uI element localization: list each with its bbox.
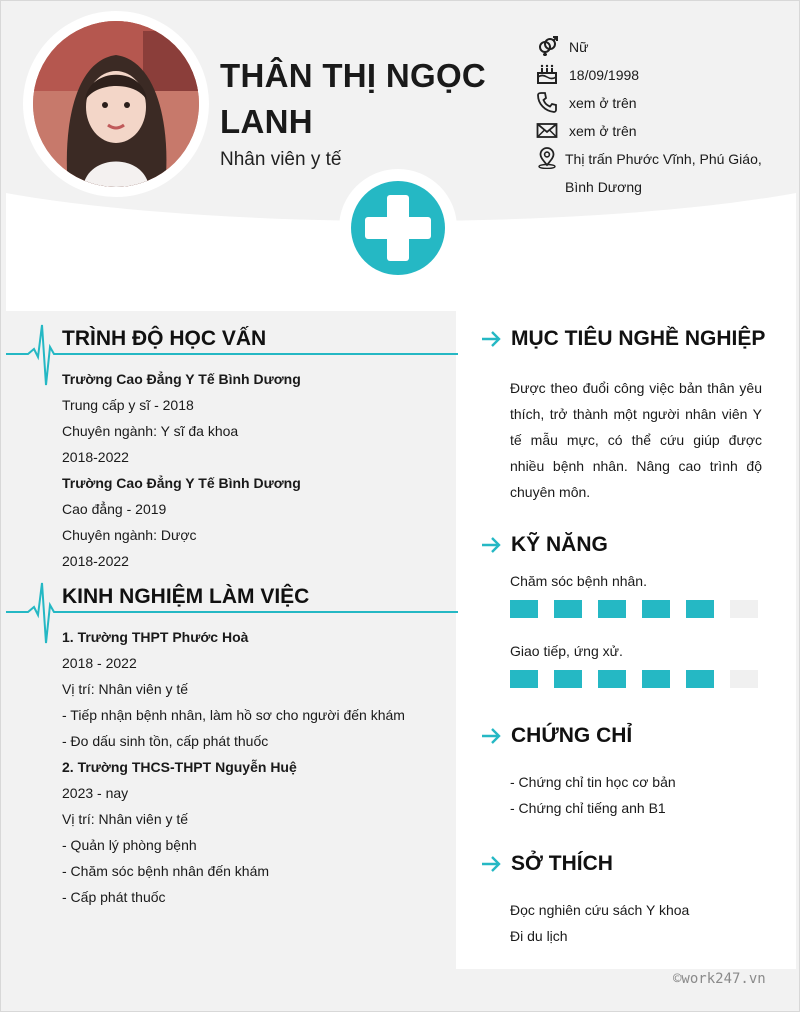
experience-line: - Tiếp nhận bệnh nhân, làm hồ sơ cho người đến khám: [62, 707, 405, 723]
candidate-name: THÂN THỊ NGỌC LANH: [220, 57, 487, 140]
experience-line: 2. Trường THCS-THPT Nguyễn Huệ: [62, 759, 297, 775]
arrow-right-icon: [481, 330, 503, 348]
birthday-text: 18/09/1998: [569, 67, 640, 83]
certificate-line: - Chứng chỉ tiếng anh B1: [510, 800, 666, 816]
experience-line: - Chăm sóc bệnh nhân đến khám: [62, 863, 270, 879]
education-line: Cao đẳng - 2019: [62, 501, 167, 517]
avatar: [33, 21, 199, 187]
objective-text: Được theo đuổi công việc bản thân yêu thích, trở thành một người nhân viên Y tế mẫu mực, có thể cứu giúp được nhiều bệnh nhân. Nâng cao trình độ chuyên môn.: [510, 380, 762, 500]
skill-bar-filled: [642, 600, 670, 618]
skill-bar-filled: [554, 670, 582, 688]
arrow-right-icon: [481, 855, 503, 873]
gender-icon: [536, 35, 558, 57]
medical-cross-icon: [351, 181, 445, 275]
skill-bar-empty: [730, 670, 758, 688]
experience-line: - Cấp phát thuốc: [62, 889, 166, 905]
location-pin-icon: [536, 147, 558, 169]
address-text: Thị trấn Phước Vĩnh, Phú Giáo, Bình Dương: [565, 151, 762, 195]
skills-title: KỸ NĂNG: [511, 533, 608, 556]
skill-bar-filled: [686, 600, 714, 618]
hobby-line: Đi du lịch: [510, 928, 568, 944]
certificates-title: CHỨNG CHỈ: [511, 724, 633, 747]
skill-name: Giao tiếp, ứng xử.: [510, 643, 623, 659]
experience-line: 2023 - nay: [62, 785, 129, 801]
education-line: Trung cấp y sĩ - 2018: [62, 397, 194, 413]
job-title: Nhân viên y tế: [220, 149, 342, 170]
education-line: Chuyên ngành: Y sĩ đa khoa: [62, 423, 239, 439]
education-line: 2018-2022: [62, 553, 129, 569]
experience-line: 1. Trường THPT Phước Hoà: [62, 629, 249, 645]
education-line: Trường Cao Đẳng Y Tế Bình Dương: [62, 371, 301, 387]
education-line: Trường Cao Đẳng Y Tế Bình Dương: [62, 475, 301, 491]
experience-title: KINH NGHIỆM LÀM VIỆC: [62, 585, 310, 608]
education-line: 2018-2022: [62, 449, 129, 465]
skill-name: Chăm sóc bệnh nhân.: [510, 573, 647, 589]
arrow-right-icon: [481, 727, 503, 745]
gender-text: Nữ: [569, 39, 589, 55]
education-line: Chuyên ngành: Dược: [62, 527, 197, 543]
phone-icon: [536, 91, 558, 113]
objective-title: MỤC TIÊU NGHỀ NGHIỆP: [511, 327, 766, 350]
skill-bar-filled: [554, 600, 582, 618]
education-title: TRÌNH ĐỘ HỌC VẤN: [62, 327, 267, 350]
skill-rating: [510, 600, 760, 618]
experience-line: 2018 - 2022: [62, 655, 137, 671]
skill-bar-filled: [510, 670, 538, 688]
birthday-cake-icon: [536, 63, 558, 85]
skill-rating: [510, 670, 760, 688]
watermark: ©work247.vn: [673, 971, 766, 987]
hobbies-title: SỞ THÍCH: [511, 852, 613, 875]
skill-bar-filled: [686, 670, 714, 688]
envelope-icon: [536, 119, 558, 141]
skill-bar-filled: [510, 600, 538, 618]
skill-bar-filled: [598, 600, 626, 618]
skill-bar-empty: [730, 600, 758, 618]
experience-line: - Đo dấu sinh tồn, cấp phát thuốc: [62, 733, 269, 749]
phone-text: xem ở trên: [569, 95, 637, 111]
skill-bar-filled: [598, 670, 626, 688]
experience-line: - Quản lý phòng bệnh: [62, 837, 197, 853]
hobby-line: Đọc nghiên cứu sách Y khoa: [510, 902, 690, 918]
certificate-line: - Chứng chỉ tin học cơ bản: [510, 774, 676, 790]
experience-line: Vị trí: Nhân viên y tế: [62, 681, 189, 697]
email-text: xem ở trên: [569, 123, 637, 139]
skill-bar-filled: [642, 670, 670, 688]
experience-line: Vị trí: Nhân viên y tế: [62, 811, 189, 827]
arrow-right-icon: [481, 536, 503, 554]
